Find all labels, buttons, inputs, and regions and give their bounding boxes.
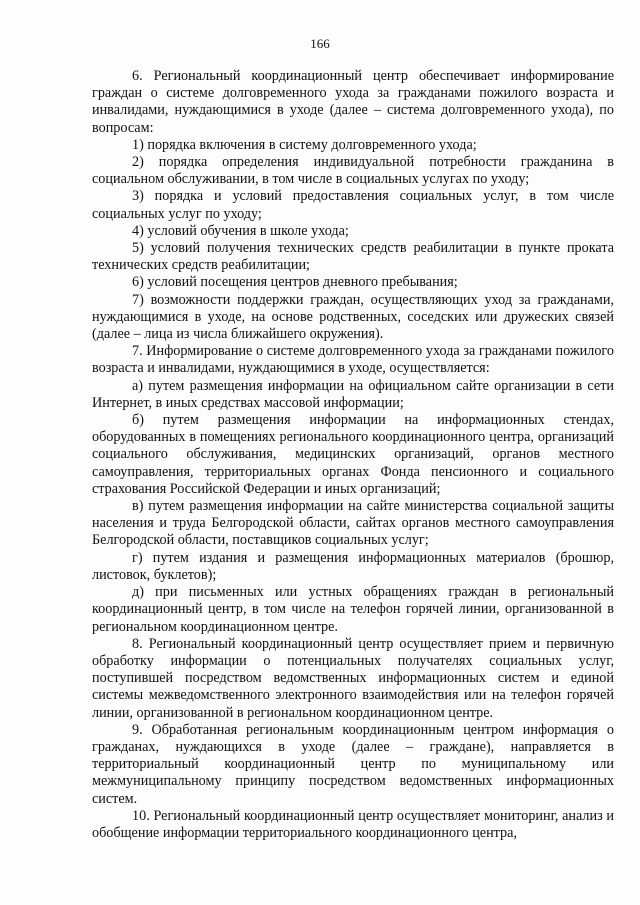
document-body <box>92 68 614 842</box>
paragraph-6: 6. Региональный координационный центр обеспечивает информирование граждан о системе долговременного ухода за гражданами пожилого возраста и инвалидами, нуждающимися в уходе (далее – система долговременного ухода), по вопросам: <box>92 68 614 136</box>
list-item-b: б) путем размещения информации на информационных стендах, оборудованных в помещениях регионального координационного центра, организаций социального обслуживания, медицинских организаций, органов местного самоуправления, территориальных органах Фонда пенсионного и социального страхования Российской Федерации и иных организаций; <box>92 412 614 497</box>
list-item-5: 5) условий получения технических средств реабилитации в пункте проката технических средств реабилитации; <box>92 240 614 274</box>
list-item-v: в) путем размещения информации на сайте министерства социальной защиты населения и труда Белгородской области, сайтах органов местного самоуправления Белгородской области, поставщиков социальных услуг; <box>92 498 614 549</box>
paragraph-10: 10. Региональный координационный центр осуществляет мониторинг, анализ и обобщение информации территориального координационного центра, <box>92 807 614 841</box>
list-item-3: 3) порядка и условий предоставления социальных услуг, в том числе социальных услуг по уходу; <box>92 188 614 222</box>
paragraph-7: 7. Информирование о системе долговременного ухода за гражданами пожилого возраста и инвалидами, нуждающимися в уходе, осуществляется: <box>92 343 614 377</box>
list-item-g: г) путем издания и размещения информационных материалов (брошюр, листовок, буклетов); <box>92 549 614 583</box>
paragraph-9: 9. Обработанная региональным координационным центром информация о гражданах, нуждающихся в уходе (далее – граждане), направляется в территориальный координационный центр по муниципальному или межмуниципальному принципу посредством ведомственных информационных систем. <box>92 721 614 807</box>
page-number: 166 <box>310 36 330 51</box>
paragraph-8: 8. Региональный координационный центр осуществляет прием и первичную обработку информации о потенциальных получателях социальных услуг, поступившей посредством ведомственных информационных систем и единой системы межведомственного электронного взаимодействия или на телефон горячей линии, организованной в региональном координационном центре. <box>92 635 614 721</box>
list-item-a: а) путем размещения информации на официальном сайте организации в сети Интернет, в иных средствах массовой информации; <box>92 377 614 411</box>
list-item-7: 7) возможности поддержки граждан, осуществляющих уход за гражданами, нуждающимися в уходе, на основе родственных, соседских или дружеских связей (далее – лица из числа ближайшего окружения). <box>92 291 614 343</box>
list-item-1: 1) порядка включения в систему долговременного ухода; <box>132 136 477 153</box>
list-item-4: 4) условий обучения в школе ухода; <box>132 222 349 239</box>
list-item-d: д) при письменных или устных обращениях граждан в региональный координационный центр, в том числе на телефон горячей линии, организованной в региональном координационном центре. <box>92 584 614 635</box>
list-item-6: 6) условий посещения центров дневного пребывания; <box>132 274 458 291</box>
list-item-2: 2) порядка определения индивидуальной потребности гражданина в социальном обслуживании, в том числе в социальных услугах по уходу; <box>92 154 614 188</box>
